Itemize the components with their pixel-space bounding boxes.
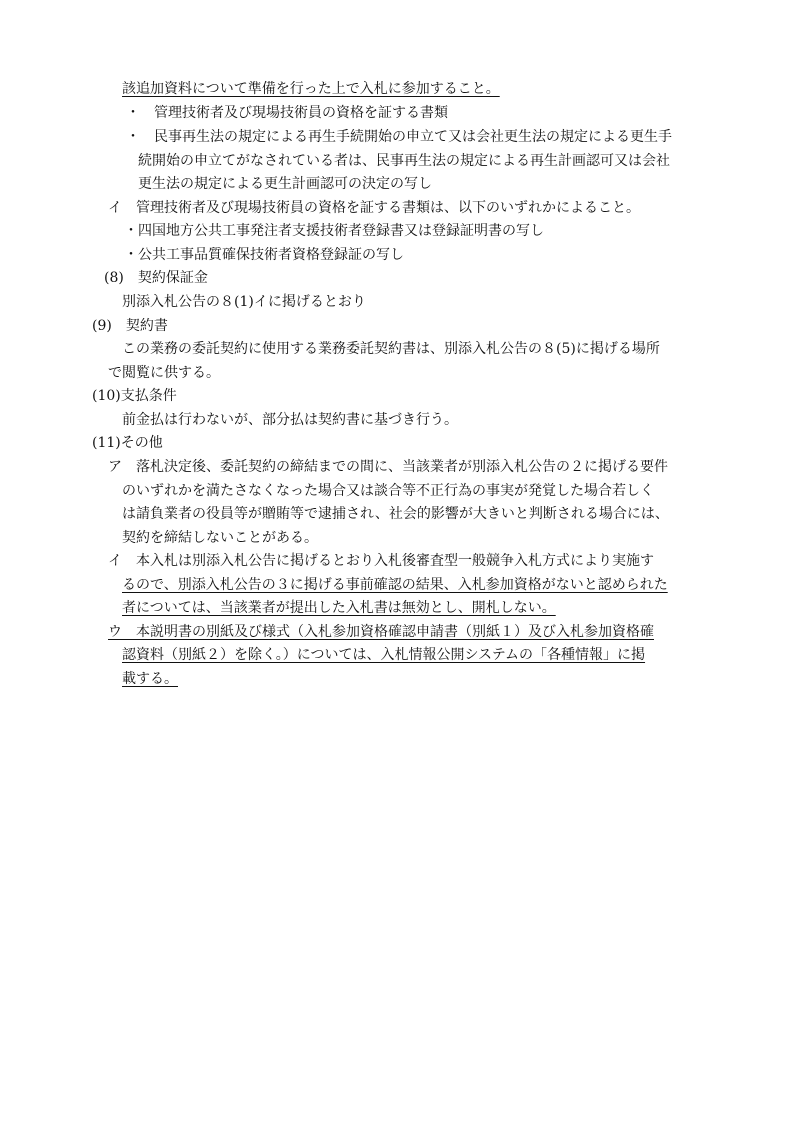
section-heading: (11)その他: [92, 435, 163, 451]
section-heading: (10)支払条件: [92, 388, 177, 404]
text-line: この業務の委託契約に使用する業務委託契約書は、別添入札公告の８(5)に掲げる場所: [122, 341, 660, 357]
text-line: のいずれかを満たさなくなった場合又は談合等不正行為の事実が発覚した場合若しく: [122, 483, 654, 499]
section-heading: (8) 契約保証金: [104, 270, 208, 286]
text-line: 者については、当該業者が提出した入札書は無効とし、開札しない。: [122, 600, 556, 616]
text-line: ア 落札決定後、委託契約の締結までの間に、当該業者が別添入札公告の２に掲げる要件: [108, 459, 668, 475]
text-line: イ 本入札は別添入札公告に掲げるとおり入札後審査型一般競争入札方式により実施す: [108, 553, 654, 569]
text-line: 続開始の申立てがなされている者は、民事再生法の規定による再生計画認可又は会社: [138, 153, 670, 169]
text-line: ・公共工事品質確保技術者資格登録証の写し: [124, 247, 404, 263]
text-line: 別添入札公告の８(1)イに掲げるとおり: [122, 294, 366, 310]
text-line: ウ 本説明書の別紙及び様式（入札参加資格確認申請書（別紙１）及び入札参加資格確: [108, 624, 654, 640]
text-line: で閲覧に供する。: [108, 365, 220, 381]
text-line: 契約を締結しないことがある。: [122, 530, 318, 546]
text-line: 更生法の規定による更生計画認可の決定の写し: [138, 176, 432, 192]
text-line: ・四国地方公共工事発注者支援技術者登録書又は登録証明書の写し: [124, 223, 544, 239]
text-line: は請負業者の役員等が贈賄等で逮捕され、社会的影響が大きいと判断される場合には、: [122, 506, 669, 522]
text-line: 載する。: [122, 671, 178, 687]
text-line: イ 管理技術者及び現場技術員の資格を証する書類は、以下のいずれかによること。: [108, 200, 640, 216]
text-line: 該追加資料について準備を行った上で入札に参加すること。: [122, 81, 500, 97]
section-heading: (9) 契約書: [92, 318, 168, 334]
text-line: ・ 管理技術者及び現場技術員の資格を証する書類: [126, 105, 448, 121]
text-line: 前金払は行わないが、部分払は契約書に基づき行う。: [122, 412, 458, 428]
text-line: 認資料（別紙２）を除く。）については、入札情報公開システムの「各種情報」に掲: [122, 647, 646, 663]
text-line: るので、別添入札公告の３に掲げる事前確認の結果、入札参加資格がないと認められた: [122, 577, 668, 593]
text-line: ・ 民事再生法の規定による再生手続開始の申立て又は会社更生法の規定による更生手: [126, 129, 672, 145]
